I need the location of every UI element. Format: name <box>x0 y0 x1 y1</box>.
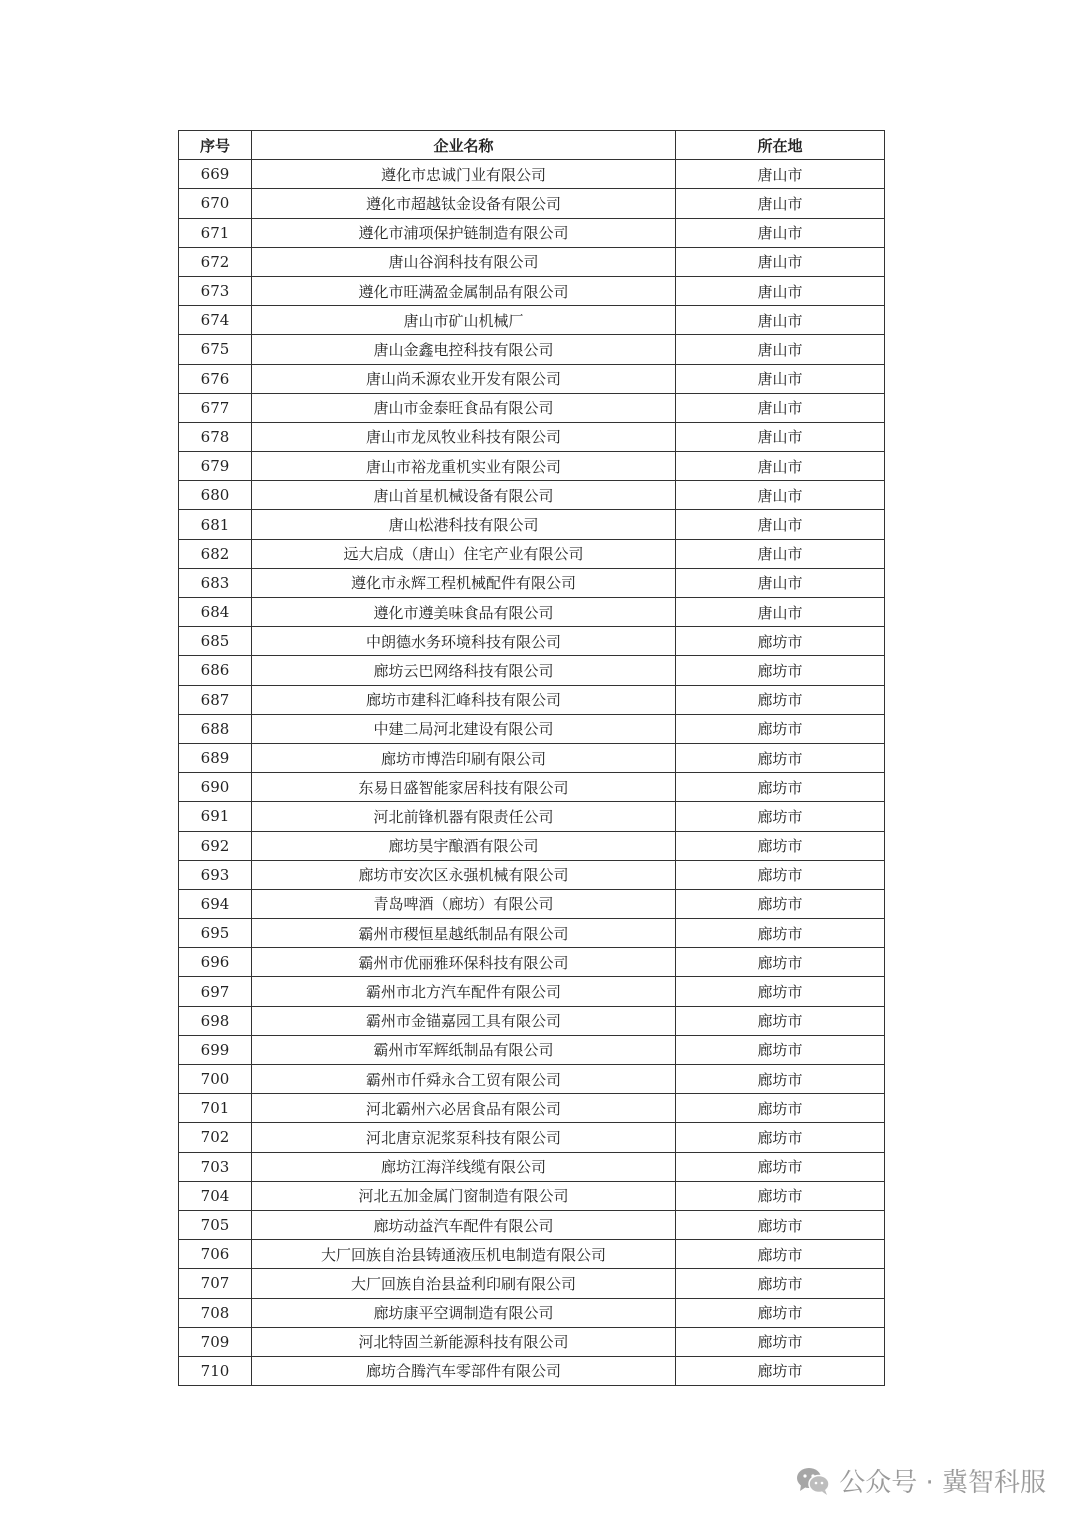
cell-company-name: 廊坊江海洋线缆有限公司 <box>252 1152 676 1181</box>
cell-location: 唐山市 <box>676 481 885 510</box>
table-row <box>179 335 885 364</box>
table-row <box>179 1210 885 1239</box>
cell-serial-number: 705 <box>179 1210 252 1239</box>
cell-company-name: 廊坊动益汽车配件有限公司 <box>252 1210 676 1239</box>
table-row <box>179 1327 885 1356</box>
cell-serial-number: 671 <box>179 218 252 247</box>
cell-location: 廊坊市 <box>676 1152 885 1181</box>
cell-serial-number: 707 <box>179 1269 252 1298</box>
cell-location: 唐山市 <box>676 335 885 364</box>
cell-location: 廊坊市 <box>676 627 885 656</box>
cell-company-name: 廊坊合腾汽车零部件有限公司 <box>252 1356 676 1385</box>
cell-company-name: 唐山市龙凤牧业科技有限公司 <box>252 422 676 451</box>
cell-company-name: 遵化市浦项保护链制造有限公司 <box>252 218 676 247</box>
cell-serial-number: 701 <box>179 1094 252 1123</box>
table-row <box>179 598 885 627</box>
table-row <box>179 977 885 1006</box>
cell-location: 廊坊市 <box>676 1356 885 1385</box>
table-row <box>179 743 885 772</box>
cell-location: 廊坊市 <box>676 714 885 743</box>
watermark-text: 公众号 · 冀智科服 <box>839 1468 1046 1498</box>
table-row <box>179 1035 885 1064</box>
cell-serial-number: 706 <box>179 1240 252 1269</box>
table-row <box>179 1298 885 1327</box>
cell-serial-number: 682 <box>179 539 252 568</box>
table-row <box>179 510 885 539</box>
cell-company-name: 遵化市旺满盈金属制品有限公司 <box>252 276 676 305</box>
cell-location: 唐山市 <box>676 539 885 568</box>
cell-company-name: 河北唐京泥浆泵科技有限公司 <box>252 1123 676 1152</box>
cell-serial-number: 680 <box>179 481 252 510</box>
cell-company-name: 廊坊昊宇酿酒有限公司 <box>252 831 676 860</box>
cell-serial-number: 703 <box>179 1152 252 1181</box>
cell-serial-number: 692 <box>179 831 252 860</box>
cell-serial-number: 685 <box>179 627 252 656</box>
cell-company-name: 霸州市军辉纸制品有限公司 <box>252 1035 676 1064</box>
cell-location: 廊坊市 <box>676 831 885 860</box>
enterprise-table <box>178 130 885 1386</box>
table-row <box>179 481 885 510</box>
cell-serial-number: 688 <box>179 714 252 743</box>
cell-location: 廊坊市 <box>676 1240 885 1269</box>
cell-company-name: 唐山市裕龙重机实业有限公司 <box>252 452 676 481</box>
table-row <box>179 1269 885 1298</box>
cell-location: 廊坊市 <box>676 1035 885 1064</box>
cell-serial-number: 695 <box>179 919 252 948</box>
table-row <box>179 1065 885 1094</box>
cell-serial-number: 686 <box>179 656 252 685</box>
cell-company-name: 遵化市遵美味食品有限公司 <box>252 598 676 627</box>
cell-serial-number: 672 <box>179 247 252 276</box>
cell-location: 廊坊市 <box>676 1181 885 1210</box>
table-row <box>179 422 885 451</box>
cell-company-name: 河北特固兰新能源科技有限公司 <box>252 1327 676 1356</box>
cell-serial-number: 669 <box>179 160 252 189</box>
table-row <box>179 452 885 481</box>
cell-company-name: 遵化市忠诚门业有限公司 <box>252 160 676 189</box>
table-body <box>179 160 885 1386</box>
table-row <box>179 1181 885 1210</box>
cell-location: 唐山市 <box>676 452 885 481</box>
cell-company-name: 廊坊市安次区永强机械有限公司 <box>252 860 676 889</box>
table-row <box>179 773 885 802</box>
cell-location: 唐山市 <box>676 247 885 276</box>
table-row <box>179 1123 885 1152</box>
cell-company-name: 唐山市矿山机械厂 <box>252 306 676 335</box>
cell-company-name: 河北五加金属门窗制造有限公司 <box>252 1181 676 1210</box>
cell-company-name: 中朗德水务环境科技有限公司 <box>252 627 676 656</box>
header-serial-number: 序号 <box>179 131 252 160</box>
table-row <box>179 247 885 276</box>
cell-company-name: 东易日盛智能家居科技有限公司 <box>252 773 676 802</box>
table-row <box>179 1152 885 1181</box>
cell-location: 廊坊市 <box>676 1006 885 1035</box>
cell-location: 唐山市 <box>676 189 885 218</box>
cell-company-name: 遵化市超越钛金设备有限公司 <box>252 189 676 218</box>
cell-location: 廊坊市 <box>676 743 885 772</box>
cell-serial-number: 674 <box>179 306 252 335</box>
table-row <box>179 919 885 948</box>
cell-serial-number: 681 <box>179 510 252 539</box>
table-row <box>179 276 885 305</box>
cell-serial-number: 679 <box>179 452 252 481</box>
cell-company-name: 霸州市北方汽车配件有限公司 <box>252 977 676 1006</box>
cell-company-name: 唐山尚禾源农业开发有限公司 <box>252 364 676 393</box>
cell-serial-number: 675 <box>179 335 252 364</box>
cell-serial-number: 700 <box>179 1065 252 1094</box>
table-row <box>179 802 885 831</box>
cell-company-name: 远大启成（唐山）住宅产业有限公司 <box>252 539 676 568</box>
cell-serial-number: 691 <box>179 802 252 831</box>
cell-serial-number: 696 <box>179 948 252 977</box>
cell-location: 廊坊市 <box>676 889 885 918</box>
cell-location: 廊坊市 <box>676 977 885 1006</box>
cell-location: 唐山市 <box>676 422 885 451</box>
table-row <box>179 539 885 568</box>
cell-company-name: 大厂回族自治县益利印刷有限公司 <box>252 1269 676 1298</box>
table-row <box>179 568 885 597</box>
cell-company-name: 霸州市优丽雅环保科技有限公司 <box>252 948 676 977</box>
table-row <box>179 1356 885 1385</box>
table-row <box>179 831 885 860</box>
cell-company-name: 唐山市金泰旺食品有限公司 <box>252 393 676 422</box>
table-row <box>179 218 885 247</box>
table-row <box>179 1240 885 1269</box>
watermark <box>795 1462 1046 1499</box>
cell-location: 廊坊市 <box>676 685 885 714</box>
cell-serial-number: 708 <box>179 1298 252 1327</box>
cell-location: 唐山市 <box>676 160 885 189</box>
cell-company-name: 唐山谷润科技有限公司 <box>252 247 676 276</box>
cell-location: 廊坊市 <box>676 656 885 685</box>
table-row <box>179 889 885 918</box>
cell-serial-number: 697 <box>179 977 252 1006</box>
cell-serial-number: 677 <box>179 393 252 422</box>
cell-serial-number: 678 <box>179 422 252 451</box>
table-row <box>179 627 885 656</box>
table-row <box>179 1094 885 1123</box>
table-row <box>179 189 885 218</box>
cell-serial-number: 670 <box>179 189 252 218</box>
cell-company-name: 中建二局河北建设有限公司 <box>252 714 676 743</box>
table-row <box>179 393 885 422</box>
cell-company-name: 唐山松港科技有限公司 <box>252 510 676 539</box>
cell-location: 唐山市 <box>676 276 885 305</box>
cell-company-name: 廊坊市建科汇峰科技有限公司 <box>252 685 676 714</box>
cell-location: 廊坊市 <box>676 1210 885 1239</box>
table-row <box>179 685 885 714</box>
cell-company-name: 唐山首星机械设备有限公司 <box>252 481 676 510</box>
cell-location: 唐山市 <box>676 364 885 393</box>
table-row <box>179 306 885 335</box>
cell-serial-number: 676 <box>179 364 252 393</box>
cell-company-name: 廊坊云巴网络科技有限公司 <box>252 656 676 685</box>
header-location: 所在地 <box>676 131 885 160</box>
cell-serial-number: 694 <box>179 889 252 918</box>
header-company-name: 企业名称 <box>252 131 676 160</box>
cell-location: 廊坊市 <box>676 1327 885 1356</box>
cell-company-name: 河北霸州六必居食品有限公司 <box>252 1094 676 1123</box>
cell-company-name: 青岛啤酒（廊坊）有限公司 <box>252 889 676 918</box>
cell-location: 廊坊市 <box>676 1123 885 1152</box>
cell-location: 唐山市 <box>676 393 885 422</box>
cell-location: 廊坊市 <box>676 773 885 802</box>
table-header-row <box>179 131 885 160</box>
cell-company-name: 大厂回族自治县铸通液压机电制造有限公司 <box>252 1240 676 1269</box>
cell-company-name: 唐山金鑫电控科技有限公司 <box>252 335 676 364</box>
cell-serial-number: 693 <box>179 860 252 889</box>
cell-company-name: 廊坊康平空调制造有限公司 <box>252 1298 676 1327</box>
table-row <box>179 656 885 685</box>
cell-location: 唐山市 <box>676 510 885 539</box>
cell-serial-number: 687 <box>179 685 252 714</box>
table-row <box>179 860 885 889</box>
cell-company-name: 廊坊市博浩印刷有限公司 <box>252 743 676 772</box>
cell-location: 唐山市 <box>676 218 885 247</box>
cell-location: 廊坊市 <box>676 1065 885 1094</box>
cell-serial-number: 710 <box>179 1356 252 1385</box>
table-row <box>179 364 885 393</box>
cell-location: 廊坊市 <box>676 919 885 948</box>
cell-serial-number: 704 <box>179 1181 252 1210</box>
cell-location: 廊坊市 <box>676 948 885 977</box>
cell-company-name: 霸州市仟舜永合工贸有限公司 <box>252 1065 676 1094</box>
cell-company-name: 霸州市金锚嘉园工具有限公司 <box>252 1006 676 1035</box>
wechat-icon <box>795 1466 831 1496</box>
cell-location: 廊坊市 <box>676 802 885 831</box>
cell-location: 廊坊市 <box>676 1269 885 1298</box>
cell-location: 唐山市 <box>676 598 885 627</box>
table-row <box>179 160 885 189</box>
cell-serial-number: 689 <box>179 743 252 772</box>
cell-company-name: 霸州市稷恒星越纸制品有限公司 <box>252 919 676 948</box>
cell-company-name: 河北前锋机器有限责任公司 <box>252 802 676 831</box>
cell-location: 廊坊市 <box>676 1094 885 1123</box>
cell-serial-number: 702 <box>179 1123 252 1152</box>
cell-serial-number: 699 <box>179 1035 252 1064</box>
cell-serial-number: 684 <box>179 598 252 627</box>
cell-location: 唐山市 <box>676 568 885 597</box>
cell-serial-number: 709 <box>179 1327 252 1356</box>
cell-location: 唐山市 <box>676 306 885 335</box>
cell-serial-number: 690 <box>179 773 252 802</box>
table-row <box>179 1006 885 1035</box>
cell-location: 廊坊市 <box>676 1298 885 1327</box>
cell-serial-number: 673 <box>179 276 252 305</box>
cell-serial-number: 698 <box>179 1006 252 1035</box>
cell-company-name: 遵化市永辉工程机械配件有限公司 <box>252 568 676 597</box>
table-row <box>179 948 885 977</box>
cell-location: 廊坊市 <box>676 860 885 889</box>
table-row <box>179 714 885 743</box>
cell-serial-number: 683 <box>179 568 252 597</box>
